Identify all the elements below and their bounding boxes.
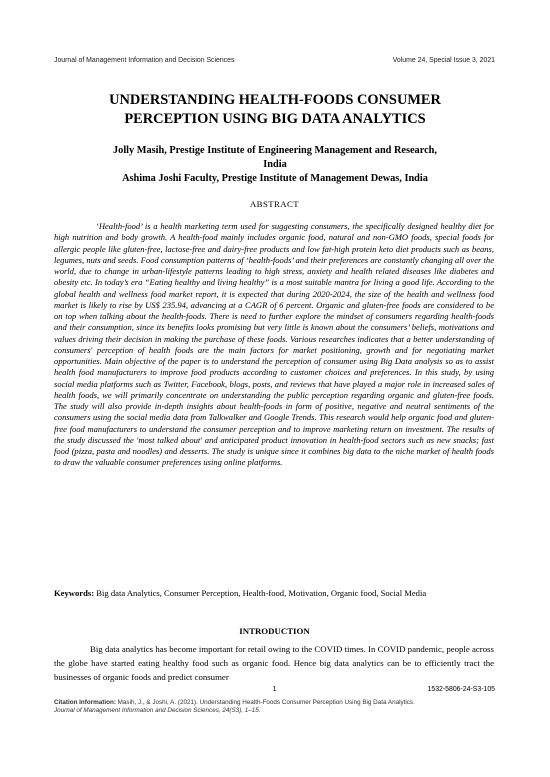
article-id: 1532-5806-24-S3-105 <box>427 686 495 693</box>
introduction-text: Big data analytics has become important for retail owing to the COVID times. In COVID pandemic, people across the globe have started eating healthy food such as organic food. Hence big data analytics can be to efficiently tract the businesses of organic foods and predict consumer <box>54 644 494 682</box>
title-line-2: PERCEPTION USING BIG DATA ANALYTICS <box>124 111 426 127</box>
abstract-body <box>54 221 494 469</box>
author-line-1: Jolly Masih, Prestige Institute of Engineering Management and Research, <box>113 145 437 156</box>
introduction-heading: INTRODUCTION <box>239 626 310 636</box>
abstract-heading: ABSTRACT <box>249 199 300 209</box>
author-line-3: Ashima Joshi Faculty, Prestige Institute of Management Dewas, India <box>122 173 428 184</box>
paper-title <box>60 91 490 129</box>
journal-name: Journal of Management Information and Decision Sciences <box>54 57 235 64</box>
page-number: 1 <box>272 686 277 693</box>
title-line-1: UNDERSTANDING HEALTH-FOODS CONSUMER <box>109 92 441 108</box>
keywords-text: Big data Analytics, Consumer Perception, Health-food, Motivation, Organic food, Social Media <box>96 588 427 598</box>
running-header <box>54 57 495 64</box>
citation-journal: Journal of Management Information and Decision Sciences, 24(S3), 1–15. <box>54 707 261 715</box>
keywords-section <box>54 588 494 599</box>
abstract-text: ‘Health-food’ is a health marketing term used for suggesting consumers, the specifically designed healthy diet for high nutrition and body growth. A health-food mainly includes organic food, natural and non-GMO foods, special foods for allergic people like gluten-free, lactose-free and dairy-free products and low fat-high protein keto diet products such as beans, legumes, nuts and seeds. Food consumption patterns of ‘health-foods’ and their preferences are constantly changing all over the world, due to change in urban-lifestyle patterns leading to high stress, anxiety and health related diseases like diabetes and obesity etc. In today’s era “Eating healthy and living healthy” is a most suitable mantra for living a good life. According to the global health and wellness food market report, it is expected that during 2020-2024, the size of the health and wellness food market is likely to rise by US$ 235.94, advancing at a CAGR of 6 percent. Organic and gluten-free foods are considered to be on top when talking about the health-foods. There is need to further explore the mindset of consumers regarding health-foods and their consumption, since its benefits looks promising but very little is known about the consumers’ beliefs, motivations and values driving their decision in making the purchase of these foods. Various researches indicates that a better understanding of consumers' perception of health foods are the main factors for market positioning, growth and for negotiating market opportunities. Main objective of the paper is to understand the perception of consumer using Big Data analysis so as to assist health food manufacturers to improve food products according to customer choices and preferences. In this study, by using social media platforms such as Twitter, Facebook, blogs, posts, and reviews that have played a major role in increased sales of health foods, we will primarily concentrate on understanding the public perception regarding organic and gluten-free foods. The study will also provide in-depth insights about health-foods in form of positive, negative and neutral sentiments of the consumers using the social media data from Talkwalker and Google Trends. This research would help organic food and gluten-free food manufacturers to understand the consumer perception and to improve marketing return on investment. The results of the study discussed the 'most talked about' and anticipated product innovation in health-food sectors such as new snacks; fast food (pizza, pasta and noodles) and desserts. The study is unique since it combines big data to the niche market of health foods to draw the valuable consumer preferences using online platforms. <box>54 221 494 468</box>
author-line-2: India <box>263 159 287 170</box>
citation-label: Citation Information: <box>54 699 116 706</box>
keywords-label: Keywords: <box>54 588 95 598</box>
page-footer <box>54 686 495 696</box>
introduction-body <box>54 642 494 684</box>
citation-info <box>54 699 500 716</box>
citation-text: Masih, J., & Joshi, A. (2021). Understanding Health-Foods Consumer Perception Using Big Data Analytics. <box>117 699 415 706</box>
author-block <box>60 144 490 186</box>
volume-info: Volume 24, Special Issue 3, 2021 <box>392 57 495 64</box>
